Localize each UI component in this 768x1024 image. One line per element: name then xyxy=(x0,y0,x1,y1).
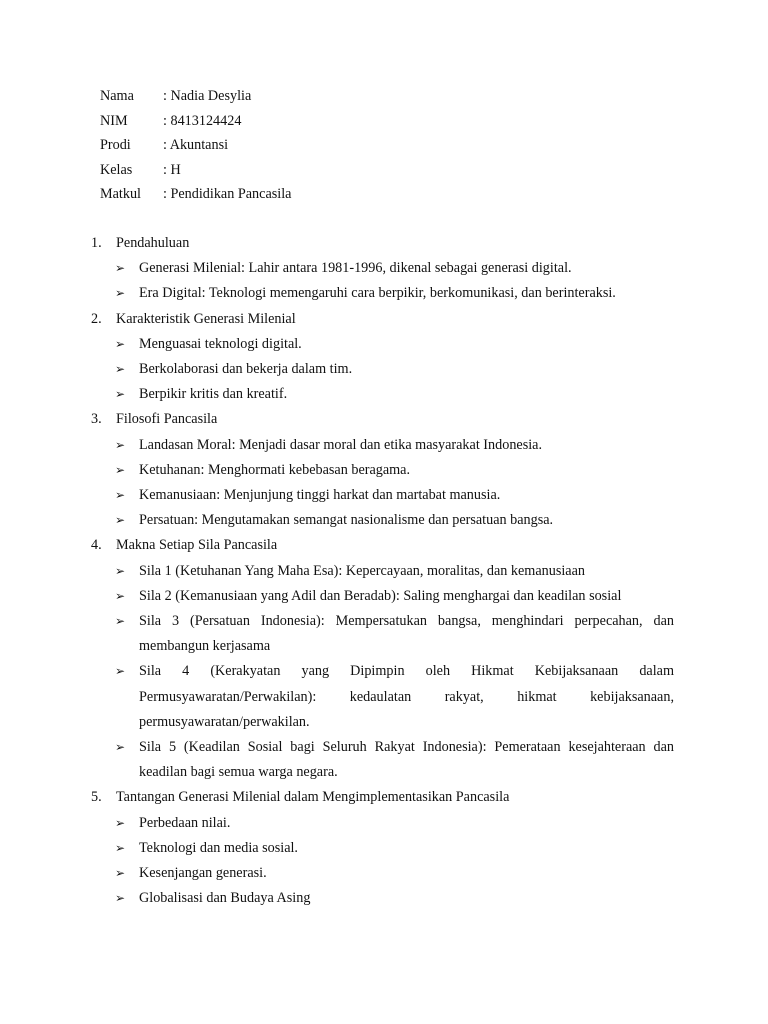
list-item xyxy=(91,433,674,458)
list-item xyxy=(91,659,674,735)
arrowhead-bullet-icon: ➢ xyxy=(115,387,126,402)
list-item-text: Perbedaan nilai. xyxy=(139,814,231,831)
student-info xyxy=(100,84,291,207)
info-value: : 8413124424 xyxy=(163,112,242,129)
list-item xyxy=(91,609,674,659)
section-number: 3. xyxy=(91,411,102,428)
info-value: : Nadia Desylia xyxy=(163,88,252,104)
list-item-text: Kemanusiaan: Menjunjung tinggi harkat dan martabat manusia. xyxy=(139,486,501,503)
section-title: Filosofi Pancasila xyxy=(116,411,218,428)
list-item-text: Landasan Moral: Menjadi dasar moral dan etika masyarakat Indonesia. xyxy=(139,436,543,453)
list-item xyxy=(91,886,674,911)
section-title: Makna Setiap Sila Pancasila xyxy=(116,537,278,554)
arrowhead-bullet-icon: ➢ xyxy=(115,664,126,679)
list-item xyxy=(91,357,674,382)
list-item xyxy=(91,836,674,861)
arrowhead-bullet-icon: ➢ xyxy=(115,437,126,452)
info-value: : Akuntansi xyxy=(163,137,229,154)
arrowhead-bullet-icon: ➢ xyxy=(115,891,126,906)
arrowhead-bullet-icon: ➢ xyxy=(115,588,126,603)
arrowhead-bullet-icon: ➢ xyxy=(115,487,126,502)
list-item xyxy=(91,332,674,357)
arrowhead-bullet-icon: ➢ xyxy=(115,613,126,628)
section-heading xyxy=(91,407,674,432)
info-row-prodi xyxy=(100,133,291,158)
list-item xyxy=(91,559,674,584)
list-item-text: Sila 4 (Kerakyatan yang Dipimpin oleh Hikmat Kebijaksanaan dalam Permusyawaratan/Perwakilan): kedaulatan rakyat, hikmat kebijaksanaan, permusyawaratan/perwakilan. xyxy=(139,663,674,730)
list-item xyxy=(91,281,674,306)
list-item-text: Berpikir kritis dan kreatif. xyxy=(139,386,288,403)
info-label: NIM xyxy=(100,112,128,129)
list-item xyxy=(91,584,674,609)
arrowhead-bullet-icon: ➢ xyxy=(115,286,126,301)
section-heading xyxy=(91,231,674,256)
list-item xyxy=(91,811,674,836)
list-item xyxy=(91,861,674,886)
arrowhead-bullet-icon: ➢ xyxy=(115,336,126,351)
list-item-text: Globalisasi dan Budaya Asing xyxy=(139,890,311,907)
arrowhead-bullet-icon: ➢ xyxy=(115,563,126,578)
info-label: Matkul xyxy=(100,186,141,203)
list-item-text: Ketuhanan: Menghormati kebebasan beragama. xyxy=(139,461,411,478)
arrowhead-bullet-icon: ➢ xyxy=(115,840,126,855)
arrowhead-bullet-icon: ➢ xyxy=(115,462,126,477)
info-label: Prodi xyxy=(100,137,131,154)
info-row-kelas xyxy=(100,158,291,183)
section-heading xyxy=(91,785,674,810)
outline-list xyxy=(91,231,674,911)
info-value: : Pendidikan Pancasila xyxy=(163,186,292,203)
list-item xyxy=(91,483,674,508)
info-row-matkul xyxy=(100,182,291,207)
list-item-text: Sila 3 (Persatuan Indonesia): Mempersatukan bangsa, menghindari perpecahan, dan membangun kerjasama xyxy=(139,612,674,655)
info-row-nama xyxy=(100,84,291,109)
arrowhead-bullet-icon: ➢ xyxy=(115,513,126,528)
arrowhead-bullet-icon: ➢ xyxy=(115,261,126,276)
list-item xyxy=(91,458,674,483)
list-item-text: Generasi Milenial: Lahir antara 1981-1996, dikenal sebagai generasi digital. xyxy=(139,260,572,277)
info-label: Nama xyxy=(100,88,134,104)
list-item xyxy=(91,382,674,407)
list-item xyxy=(91,508,674,533)
info-row-nim xyxy=(100,109,291,134)
list-item-text: Kesenjangan generasi. xyxy=(139,865,267,881)
section-number: 4. xyxy=(91,537,102,554)
arrowhead-bullet-icon: ➢ xyxy=(115,815,126,830)
list-item-text: Sila 1 (Ketuhanan Yang Maha Esa): Kepercayaan, moralitas, dan kemanusiaan xyxy=(139,562,585,579)
arrowhead-bullet-icon: ➢ xyxy=(115,740,126,754)
list-item-text: Menguasai teknologi digital. xyxy=(139,335,302,352)
section-title: Karakteristik Generasi Milenial xyxy=(116,310,296,327)
section-heading xyxy=(91,307,674,332)
list-item xyxy=(91,256,674,281)
section-heading xyxy=(91,533,674,558)
arrowhead-bullet-icon: ➢ xyxy=(115,866,126,880)
info-value: : H xyxy=(163,161,181,178)
list-item-text: Sila 5 (Keadilan Sosial bagi Seluruh Rakyat Indonesia): Pemerataan kesejahteraan dan keadilan bagi semua warga negara. xyxy=(139,739,674,781)
arrowhead-bullet-icon: ➢ xyxy=(115,361,126,376)
section-number: 2. xyxy=(91,310,102,327)
list-item-text: Persatuan: Mengutamakan semangat nasionalisme dan persatuan bangsa. xyxy=(139,512,554,529)
section-title: Pendahuluan xyxy=(116,235,190,251)
list-item-text: Era Digital: Teknologi memengaruhi cara berpikir, berkomunikasi, dan berinteraksi. xyxy=(139,285,616,302)
section-number: 1. xyxy=(91,235,102,251)
list-item-text: Sila 2 (Kemanusiaan yang Adil dan Beradab): Saling menghargai dan keadilan sosial xyxy=(139,587,622,604)
section-title: Tantangan Generasi Milenial dalam Mengimplementasikan Pancasila xyxy=(116,789,510,806)
list-item xyxy=(91,735,674,785)
list-item-text: Teknologi dan media sosial. xyxy=(139,839,298,856)
section-number: 5. xyxy=(91,789,102,806)
list-item-text: Berkolaborasi dan bekerja dalam tim. xyxy=(139,360,353,377)
info-label: Kelas xyxy=(100,161,133,178)
